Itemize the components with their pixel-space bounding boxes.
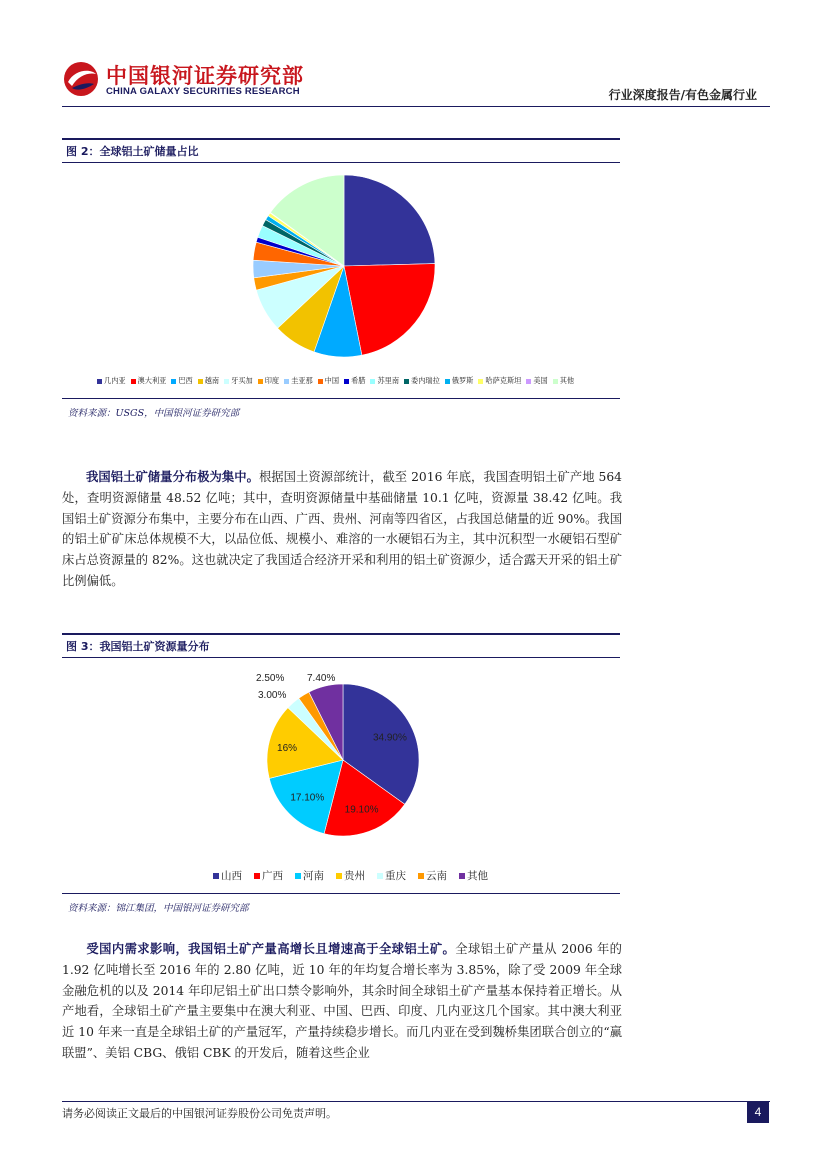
figure3-legend xyxy=(213,868,488,883)
legend-label: 俄罗斯 xyxy=(451,376,474,385)
legend-label: 河南 xyxy=(303,870,324,882)
legend-item-希腊 xyxy=(344,376,365,386)
logo-english-name: CHINA GALAXY SECURITIES RESEARCH xyxy=(106,86,300,97)
report-type: 行业深度报告/有色金属行业 xyxy=(608,88,757,102)
legend-item-牙买加 xyxy=(224,376,253,386)
data-label-河南: 17.10% xyxy=(290,792,325,804)
legend-label: 其他 xyxy=(467,870,488,882)
legend-item-山西 xyxy=(213,868,242,883)
figure2-top-rule xyxy=(62,138,620,140)
legend-label: 中国 xyxy=(324,376,340,385)
legend-swatch xyxy=(213,873,219,879)
legend-item-印度 xyxy=(258,376,279,386)
legend-swatch xyxy=(404,379,409,384)
figure2-source: 资料来源：USGS，中国银河证券研究部 xyxy=(68,408,240,419)
legend-item-几内亚 xyxy=(97,376,126,386)
legend-label: 重庆 xyxy=(385,870,406,882)
paragraph-production xyxy=(62,939,622,1064)
legend-label: 越南 xyxy=(204,376,220,385)
legend-swatch xyxy=(224,379,229,384)
legend-item-其他 xyxy=(553,376,574,386)
data-label-重庆: 3.00% xyxy=(258,690,287,701)
header-divider xyxy=(62,106,770,107)
legend-swatch xyxy=(336,873,342,879)
pie-slice-几内亚 xyxy=(344,175,435,266)
legend-swatch xyxy=(254,873,260,879)
paragraph-reserves-body: 根据国土资源部统计，截至 2016 年底，我国查明铝土矿产地 564 处，查明资源储量 48.52 亿吨；其中，查明资源储量中基础储量 10.1 亿吨，资源量 38.42 亿吨。我国铝土矿资源分布集中，主要分布在山西、广西、贵州、河南等四省区，占我国总储量的近 90%。我国的铝土矿矿床总体规模不大，以品位低、规模小、难溶的一水硬铝石为主，其中沉积型一水硬铝石型矿床占总资源量的 82%。这也就决定了我国适合经济开采和利用的铝土矿资源少，适合露天开采的铝土矿比例偏低。 xyxy=(62,470,623,588)
legend-swatch xyxy=(131,379,136,384)
data-label-山西: 34.90% xyxy=(372,732,407,744)
legend-item-巴西 xyxy=(171,376,192,386)
figure2-title: 图 2：全球铝土矿储量占比 xyxy=(66,145,199,158)
legend-item-广西 xyxy=(254,868,283,883)
paragraph-production-body: 全球铝土矿产量从 2006 年的 1.92 亿吨增长至 2016 年的 2.80 亿吨，近 10 年的年均复合增长率为 3.85%，除了受 2009 年全球金融危机的以及 2014 年印尼铝土矿出口禁令影响外，其余时间全球铝土矿产量基本保持着正增长。从产地看，全球铝土矿产量主要集中在澳大利亚、中国、巴西、印度、几内亚这几个国家。其中澳大利亚近 10 年来一直是全球铝土矿的产量冠军，产量持续稳步增长。而几内亚在受到魏桥集团联合创立的“赢联盟”、美铝 CBG、俄铝 CBK 的开发后，随着这些企业 xyxy=(62,942,622,1060)
legend-item-美国 xyxy=(526,376,547,386)
data-label-广西: 19.10% xyxy=(344,804,379,816)
figure3-title: 图 3：我国铝土矿资源量分布 xyxy=(66,640,210,653)
footer-disclaimer: 请务必阅读正文最后的中国银河证券股份公司免责声明。 xyxy=(62,1107,337,1120)
legend-swatch xyxy=(258,379,263,384)
legend-label: 巴西 xyxy=(178,376,193,385)
data-label-云南: 2.50% xyxy=(256,673,285,684)
legend-label: 贵州 xyxy=(344,870,365,882)
legend-swatch xyxy=(171,379,176,384)
legend-item-越南 xyxy=(198,376,219,386)
legend-label: 美国 xyxy=(533,376,548,385)
figure2-bottom-rule xyxy=(62,398,620,399)
legend-item-云南 xyxy=(418,868,447,883)
figure2-pie-chart xyxy=(248,172,440,364)
data-label-贵州: 16% xyxy=(277,742,298,754)
legend-swatch xyxy=(553,379,558,384)
paragraph-reserves-lead: 我国铝土矿储量分布极为集中。 xyxy=(86,470,259,484)
legend-swatch xyxy=(198,379,203,384)
legend-item-澳大利亚 xyxy=(131,376,167,386)
legend-swatch xyxy=(478,379,483,384)
legend-label: 云南 xyxy=(426,870,447,882)
legend-swatch xyxy=(318,379,323,384)
figure3-bottom-rule xyxy=(62,893,620,894)
legend-item-苏里南 xyxy=(370,376,399,386)
legend-label: 广西 xyxy=(262,870,283,882)
legend-label: 其他 xyxy=(559,376,575,385)
legend-item-其他 xyxy=(459,868,488,883)
legend-swatch xyxy=(97,379,102,384)
legend-item-俄罗斯 xyxy=(445,376,474,386)
paragraph-production-lead: 受国内需求影响，我国铝土矿产量高增长且增速高于全球铝土矿。 xyxy=(86,942,456,956)
legend-label: 哈萨克斯坦 xyxy=(485,376,522,385)
footer-divider xyxy=(62,1101,770,1102)
figure3-source: 资料来源：锦江集团，中国银河证券研究部 xyxy=(68,903,249,914)
legend-swatch xyxy=(284,379,289,384)
legend-swatch xyxy=(377,873,383,879)
figure3-top-rule xyxy=(62,633,620,635)
legend-item-哈萨克斯坦 xyxy=(478,376,521,386)
figure2-title-rule xyxy=(62,162,620,163)
legend-item-中国 xyxy=(318,376,339,386)
legend-label: 委内瑞拉 xyxy=(411,376,440,385)
legend-label: 澳大利亚 xyxy=(137,376,167,385)
legend-item-委内瑞拉 xyxy=(404,376,440,386)
legend-swatch xyxy=(344,379,349,384)
legend-swatch xyxy=(526,379,531,384)
legend-swatch xyxy=(459,873,465,879)
data-label-其他: 7.40% xyxy=(307,673,336,684)
legend-label: 希腊 xyxy=(351,376,366,385)
legend-label: 牙买加 xyxy=(231,376,253,385)
legend-label: 苏里南 xyxy=(377,376,400,385)
legend-item-圭亚那 xyxy=(284,376,313,386)
legend-swatch xyxy=(418,873,424,879)
figure3-pie-chart xyxy=(240,665,450,865)
figure3-title-rule xyxy=(62,657,620,658)
legend-label: 山西 xyxy=(221,870,242,882)
galaxy-logo-icon xyxy=(62,60,100,98)
logo-chinese-name: 中国银河证券研究部 xyxy=(106,64,304,88)
figure2-legend xyxy=(97,376,617,386)
paragraph-reserves xyxy=(62,467,622,592)
legend-swatch xyxy=(370,379,375,384)
legend-label: 圭亚那 xyxy=(291,376,313,385)
page-number: 4 xyxy=(747,1102,769,1123)
legend-item-河南 xyxy=(295,868,324,883)
legend-swatch xyxy=(295,873,301,879)
legend-item-重庆 xyxy=(377,868,406,883)
legend-item-贵州 xyxy=(336,868,365,883)
legend-swatch xyxy=(445,379,450,384)
legend-label: 印度 xyxy=(264,376,280,385)
legend-label: 几内亚 xyxy=(104,376,126,385)
